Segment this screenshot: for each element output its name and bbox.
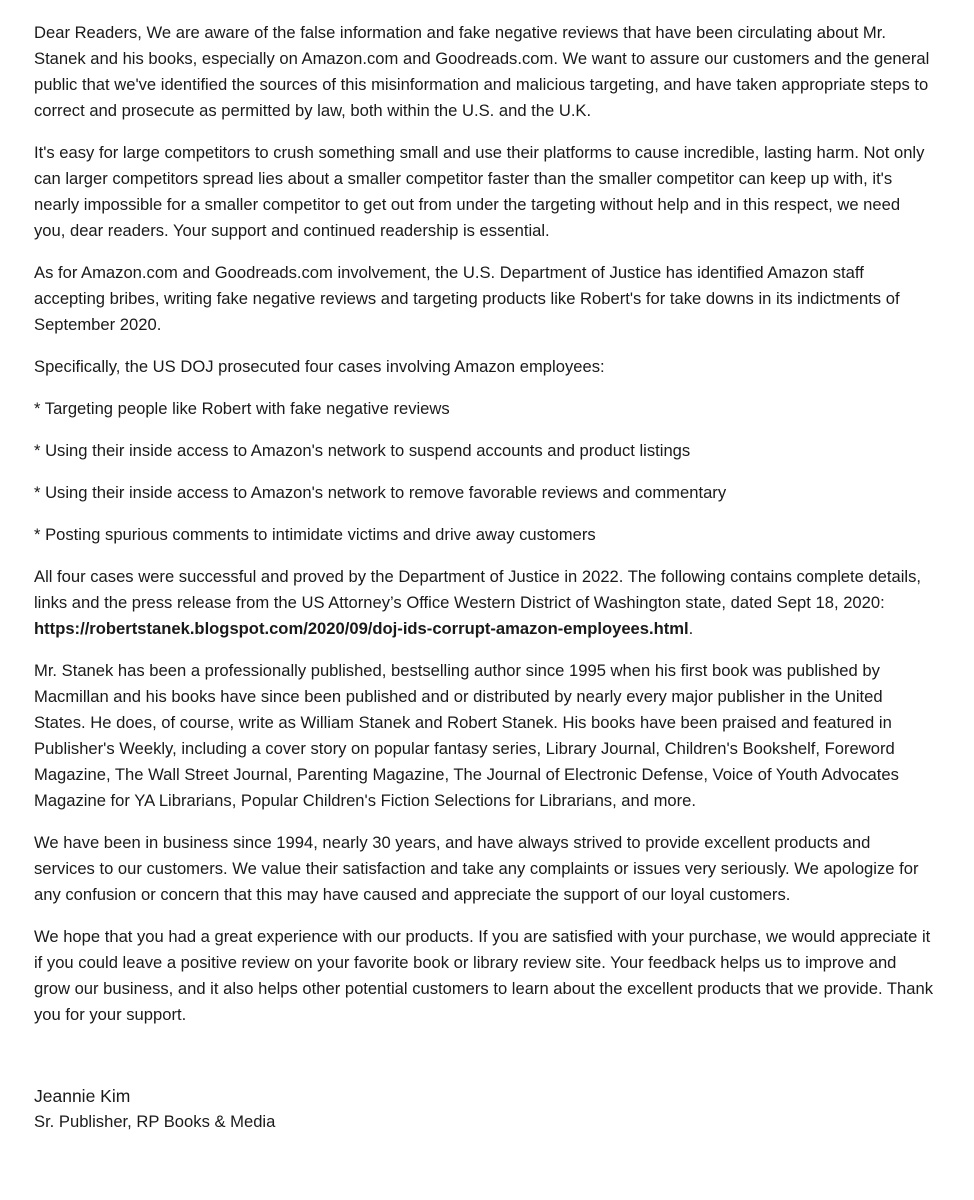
signatory-name: Jeannie Kim — [34, 1086, 131, 1106]
signature-block — [34, 1083, 275, 1135]
list-item: * Using their inside access to Amazon's network to suspend accounts and product listings — [34, 441, 691, 460]
paragraph-doj-cases: Specifically, the US DOJ prosecuted four cases involving Amazon employees: — [34, 357, 605, 376]
paragraph-competitors: It's easy for large competitors to crush something small and use their platforms to cause incredible, lasting harm. Not only can larger competitors spread lies about a smaller competitor faster than the smaller competitor can keep up with, it's nearly impossible for a smaller competitor to get out from under the targeting without help and in this respect, we need you, dear readers. Your support and continued readership is essential. — [34, 143, 925, 240]
paragraph-cases-end: . — [688, 619, 694, 638]
press-release-link[interactable]: https://robertstanek.blogspot.com/2020/09/doj-ids-corrupt-amazon-employees.html — [34, 619, 689, 638]
letter-body — [34, 20, 934, 1044]
paragraph-business: We have been in business since 1994, nearly 30 years, and have always strived to provide excellent products and services to our customers. We value their satisfaction and take any complaints or issues very seriously. We apologize for any confusion or concern that this may have caused and appreciate the support of our loyal customers. — [34, 833, 919, 904]
list-item: * Using their inside access to Amazon's network to remove favorable reviews and commentary — [34, 483, 727, 502]
paragraph-closing: We hope that you had a great experience with our products. If you are satisfied with your purchase, we would appreciate it if you could leave a positive review on your favorite book or library review site. Your feedback helps us to improve and grow our business, and it also helps other potential customers to learn about the excellent products that we provide. Thank you for your support. — [34, 927, 934, 1024]
paragraph-cases-text: All four cases were successful and proved by the Department of Justice in 2022. The following contains complete details, links and the press release from the US Attorney’s Office Western District of Washington state, dated Sept 18, 2020: — [34, 567, 922, 612]
paragraph-author-bio: Mr. Stanek has been a professionally published, bestselling author since 1995 when his first book was published by Macmillan and his books have since been published and or distributed by nearly every major publisher in the United States. He does, of course, write as William Stanek and Robert Stanek. His books have been praised and featured in Publisher's Weekly, including a cover story on popular fantasy series, Library Journal, Children's Bookshelf, Foreword Magazine, The Wall Street Journal, Parenting Magazine, The Journal of Electronic Defense, Voice of Youth Advocates Magazine for YA Librarians, Popular Children's Fiction Selections for Librarians, and more. — [34, 661, 899, 810]
list-item: * Posting spurious comments to intimidate victims and drive away customers — [34, 525, 596, 544]
list-item: * Targeting people like Robert with fake negative reviews — [34, 399, 450, 418]
paragraph-intro: Dear Readers, We are aware of the false information and fake negative reviews that have been circulating about Mr. Stanek and his books, especially on Amazon.com and Goodreads.com. We want to assure our customers and the general public that we've identified the sources of this misinformation and malicious targeting, and have taken appropriate steps to correct and prosecute as permitted by law, both within the U.S. and the U.K. — [34, 23, 930, 120]
signatory-title: Sr. Publisher, RP Books & Media — [34, 1112, 276, 1131]
paragraph-cases-proved — [34, 564, 934, 642]
paragraph-amazon-involvement: As for Amazon.com and Goodreads.com involvement, the U.S. Department of Justice has identified Amazon staff accepting bribes, writing fake negative reviews and targeting products like Robert's for take downs in its indictments of September 2020. — [34, 263, 900, 334]
